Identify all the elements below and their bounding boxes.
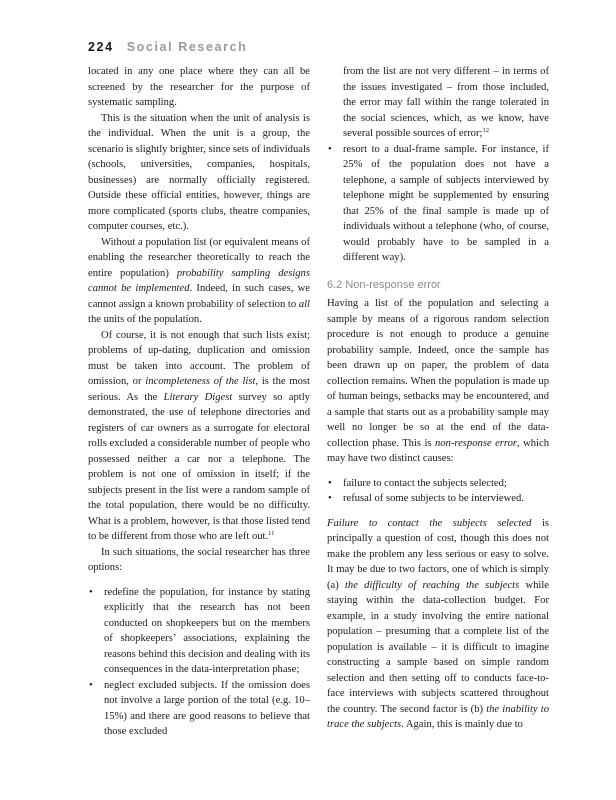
list-item-refusal: • refusal of some subjects to be interviewed. [327,491,549,507]
footnote-marker: 12 [482,127,489,134]
paragraph-unit-of-analysis: This is the situation when the unit of analysis is the individual. When the unit is a group, the scenario is slightly brighter, since sets of individuals (schools, universities, companies, hospitals, businesses) are normally officially registered. Outside these official entities, however, things are more complicated (sports clubs, theatre companies, computer courses, etc.). [88,112,311,232]
list-item-failure-contact: • failure to contact the subjects selected; [327,476,549,492]
paragraph-non-response: Having a list of the population and selecting a sample by means of a rigorous random selection procedure is not enough to produce a genuine probability sample. Indeed, once the sample has been drawn up on paper, the problem of data collection remains. When the population is made up of human beings, setbacks may be encountered, and a sample that starts out as a probability sample may well no longer be so at the end of the data-collection phase. This is non-response error, which may have two distinct causes: [327,298,550,464]
options-list-continued [327,142,549,266]
list-item-neglect-continued: from the list are not very different – in terms of the issues investigated – from those included, the error may fall within the range tolerated in the social sciences, which, as we know, have several possible sources of error;$^{12}$ [343,66,549,139]
paragraph-list-omission: Of course, it is not enough that such lists exist; problems of up-dating, duplication and omission must be taken into account. The problem of omission, or incompleteness of the list, is the most serious. As the Literary Digest survey so aptly demonstrated, the use of telephone directories and registers of car owners as a surrogate for electoral rolls excluded a considerable number of people who possessed neither a car nor a telephone. The problem is not one of omission in itself; if the subjects present in the list were a random sample of the total population, there would be no difficulty. What is a problem, however, is that those listed tend to be different from those who are left out.$^{11}$ [88,329,310,542]
running-title: Social Research [126,40,248,54]
right-column [327,64,549,733]
list-item-dual-frame: • resort to a dual-frame sample. For instance, if 25% of the population does not have a telephone, a sample of subjects interviewed by telephone might be supplemented by ensuring that 25% of the final sample is made up of individuals without a telephone (who, of course, would probably have to be sampled in a different way). [327,142,549,266]
running-header [88,40,247,54]
paragraph-population-list: Without a population list (or equivalent means of enabling the researcher theoretically to reach the entire population) probability sampling designs cannot be implemented. Indeed, in such cases, we cannot assign a known probability of selection to all the units of the population. [88,236,311,325]
footnote-marker: 11 [268,530,275,537]
paragraph-failure-to-contact: Failure to contact the subjects selected is principally a question of cost, though this does not make the problem any less serious or easy to solve. It may be due to two factors, one of which is simply (a) the difficulty of reaching the subjects while staying within the data-collection budget. For example, in a study involving the entire national population – presuming that a complete list of the population is available – it is difficult to imagine constructing a sample based on simple random selection and then setting off to conducts face-to-face interviews with subjects scattered throughout the country. The second factor is (b) the inability to trace the subjects. Again, this is mainly due to [327,517,550,730]
list-item-neglect: • neglect excluded subjects. If the omission does not involve a large portion of the total (e.g. 10–15%) and there are good reasons to believe that those excluded [88,678,310,740]
page-number: 224 [88,40,114,54]
left-column [88,64,310,740]
paragraph-continuation: located in any one place where they can all be screened by the researcher for the purpose of systematic sampling. [88,66,310,108]
list-item-redefine: • redefine the population, for instance by stating explicitly that the research has not been conducted on shopkeepers but on the members of shopkeepers’ associations, explaining the reasons behind this decision and dealing with its consequences in the data-interpretation phase; [88,585,310,678]
options-list [88,585,310,740]
causes-list [327,476,549,507]
paragraph-three-options: In such situations, the social researcher has three options: [88,546,310,573]
section-heading: 6.2 Non-response error [327,278,441,291]
